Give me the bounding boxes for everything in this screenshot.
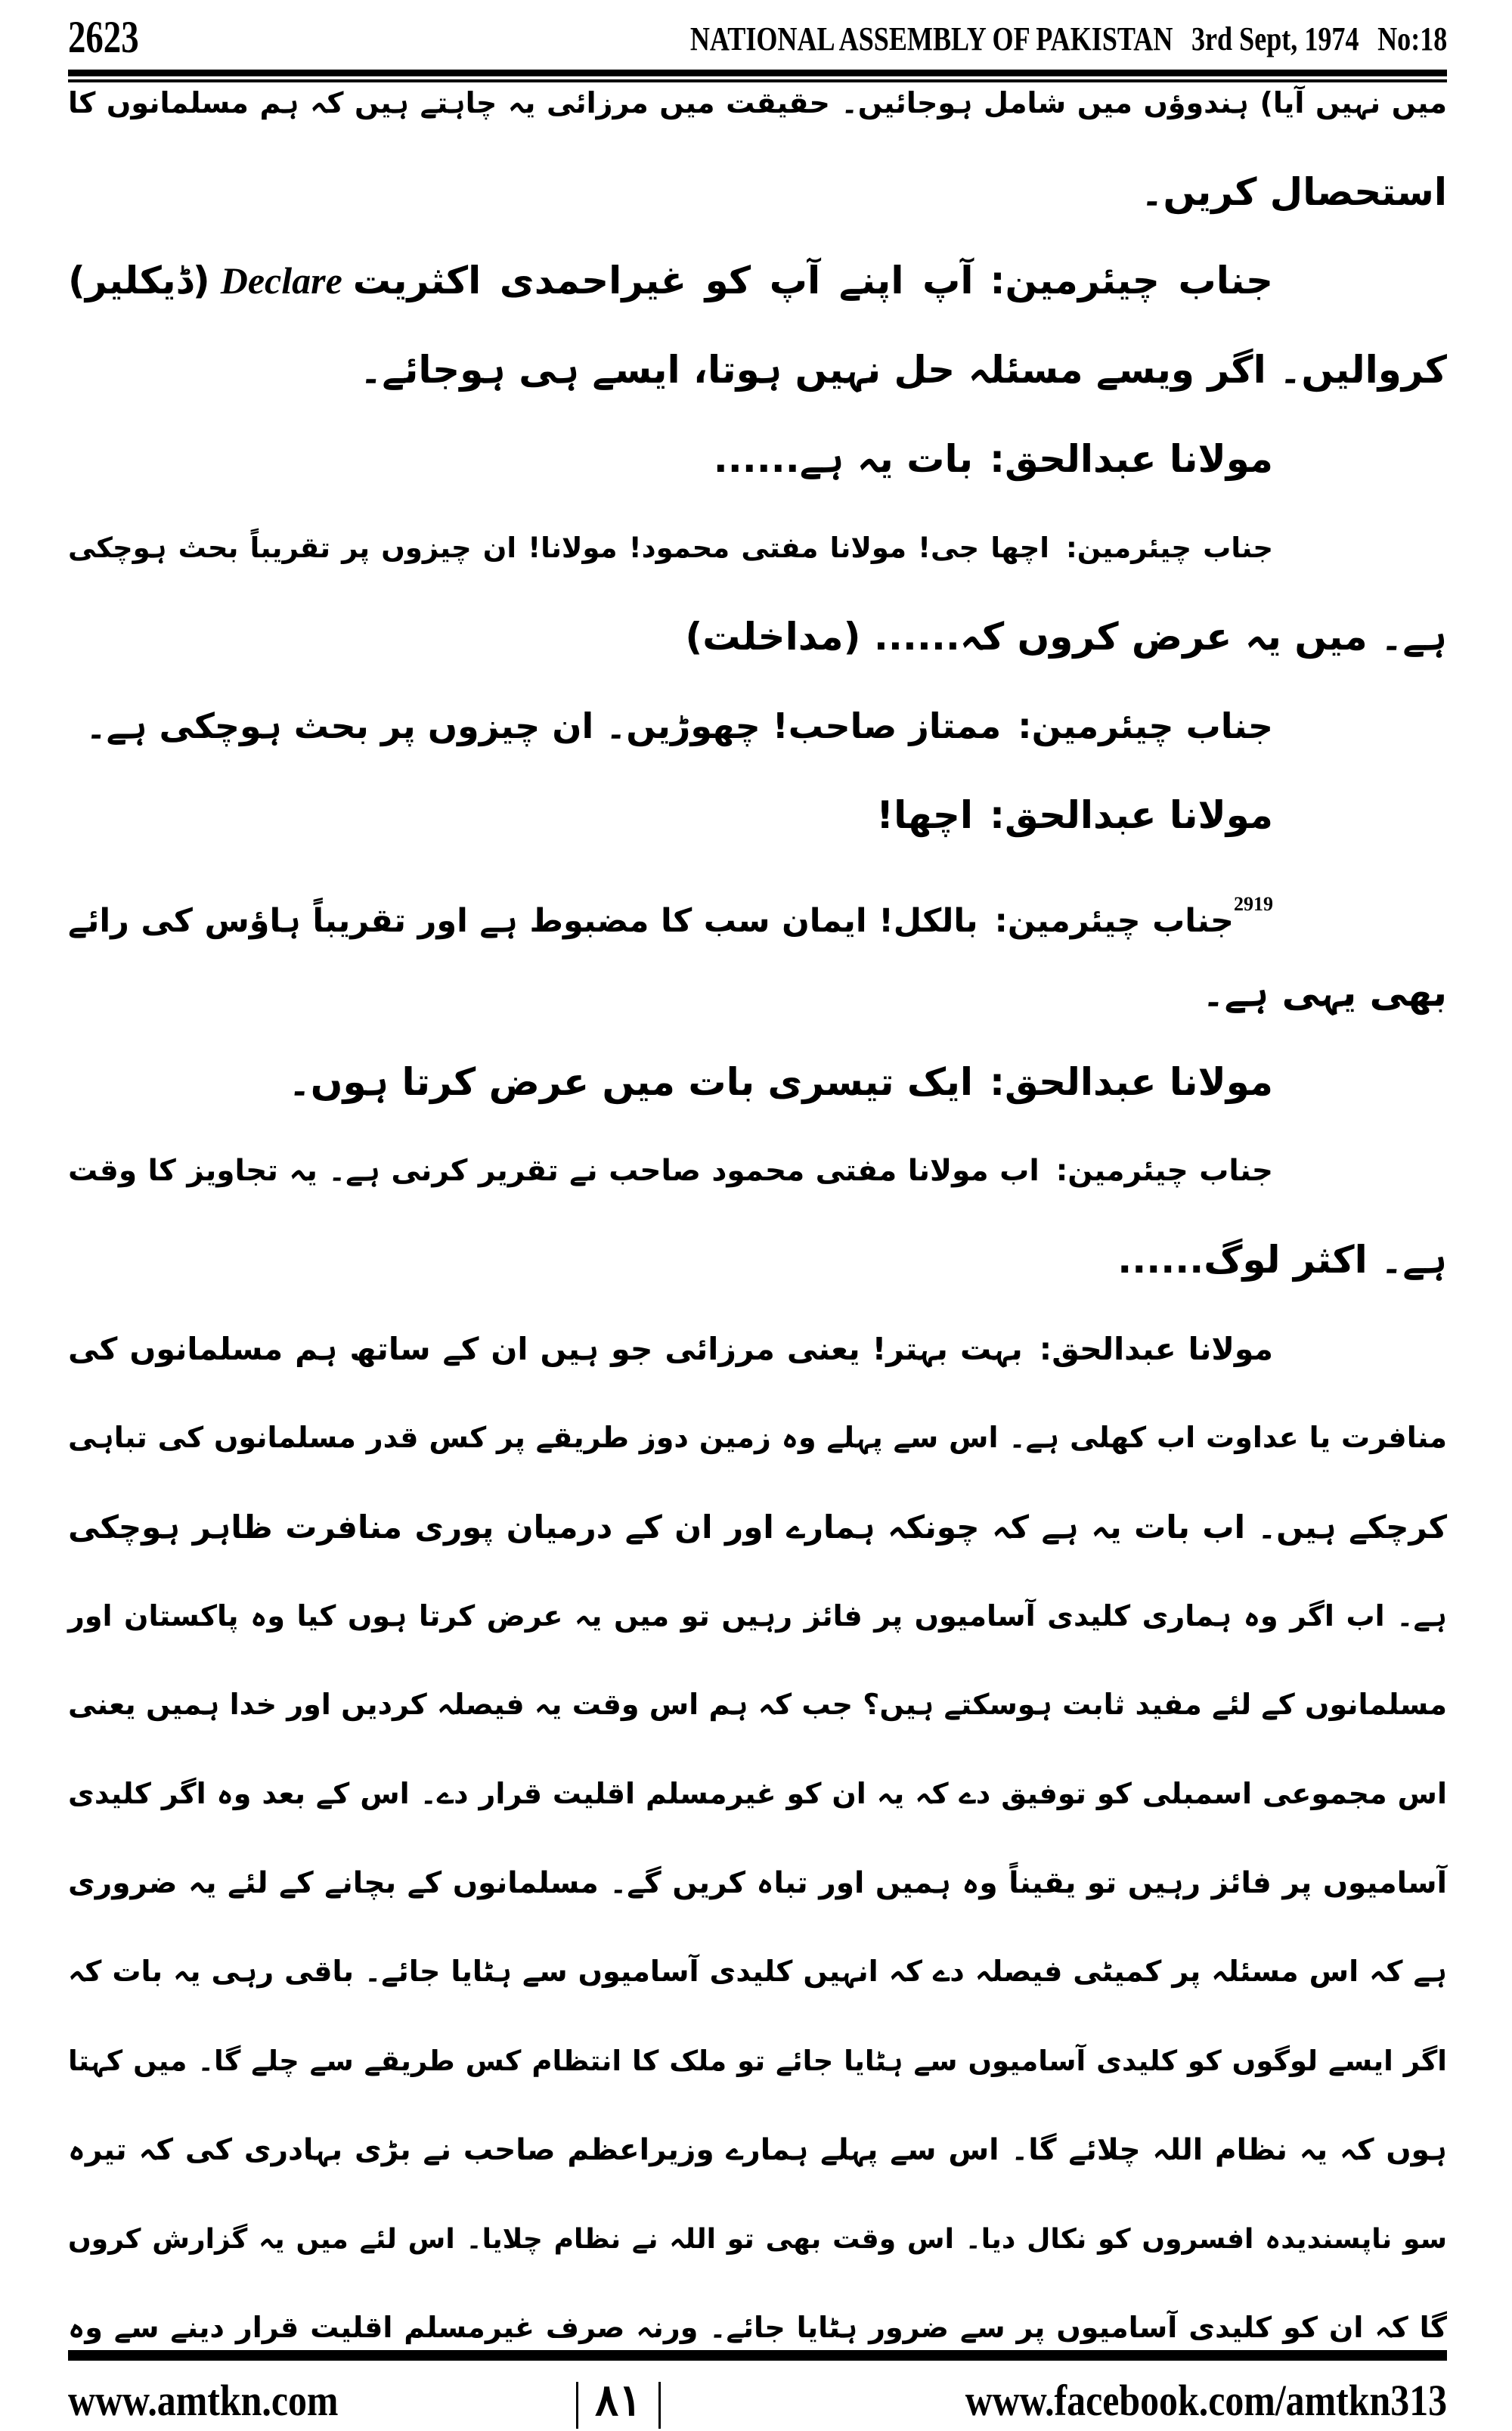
separator	[658, 2382, 661, 2429]
text-line	[68, 1483, 1447, 1572]
text-line	[68, 1750, 1447, 1839]
facebook-link[interactable]: www.facebook.com/amtkn313	[965, 2376, 1447, 2425]
speaker-line	[68, 860, 1447, 949]
line-text: اس مجموعی اسمبلی کو توفیق دے کہ یہ ان کو غیرمسلم اقلیت قرار دے۔ اس کے بعد وہ اگر کلیدی	[68, 1777, 1447, 1811]
speaker-name: جناب چیئرمین:	[994, 902, 1234, 941]
book-page-number	[559, 2371, 677, 2431]
line-text: ہے۔ اب اگر وہ ہماری کلیدی آسامیوں پر فائز رہیں تو میں یہ عرض کرتا ہوں کیا وہ پاکستان اور	[68, 1598, 1447, 1633]
page-footer	[68, 2371, 1447, 2431]
line-text: سو ناپسندیدہ افسروں کو نکال دیا۔ اس وقت بھی تو اللہ نے نظام چلایا۔ اس لئے میں یہ گزارش کروں	[68, 2223, 1447, 2255]
text-line	[68, 2195, 1447, 2284]
line-text: بالکل! ایمان سب کا مضبوط ہے اور تقریباً ہاؤس کی رائے	[68, 902, 978, 941]
line-text: بات یہ ہے......	[713, 436, 974, 481]
website-link[interactable]: www.amtkn.com	[68, 2376, 339, 2425]
line-text: ہے کہ اس مسئلہ پر کمیٹی فیصلہ دے کہ انہیں کلیدی آسامیوں سے ہٹایا جائے۔ باقی رہی یہ بات کہ	[68, 1955, 1447, 1989]
line-text: ایک تیسری بات میں عرض کرتا ہوں۔	[288, 1059, 974, 1104]
speaker-name: جناب چیئرمین:	[1018, 705, 1273, 746]
interruption-note: (مداخلت)	[685, 615, 861, 659]
speaker-line	[68, 1305, 1447, 1394]
text-line	[68, 1660, 1447, 1750]
line-text: ہے۔ میں یہ عرض کروں کہ......	[873, 615, 1447, 659]
transcript-body	[68, 59, 1447, 2373]
footer-rule	[68, 2350, 1447, 2361]
footnote-marker: 2919	[1234, 893, 1273, 916]
line-text: آپ اپنے آپ کو غیراحمدی اکثریت	[352, 259, 974, 303]
speaker-name: مولانا عبدالحق:	[1039, 1330, 1273, 1367]
line-text: اچھا!	[876, 792, 974, 837]
speaker-name: مولانا عبدالحق:	[990, 436, 1273, 481]
speaker-name: جناب چیئرمین:	[1066, 532, 1274, 565]
text-line	[68, 1216, 1447, 1305]
text-line	[68, 1839, 1447, 1928]
header-title	[671, 17, 1447, 62]
line-text: مسلمانوں کے لئے مفید ثابت ہوسکتے ہیں؟ جب کہ ہم اس وقت یہ فیصلہ کردیں اور خدا ہمیں یعنی	[68, 1688, 1447, 1722]
text-line	[68, 2017, 1447, 2106]
speaker-line	[68, 1127, 1447, 1216]
speaker-line	[68, 237, 1447, 326]
page-number: 2623	[68, 12, 139, 62]
line-text: ممتاز صاحب! چھوڑیں۔ ان چیزوں پر بحث ہوچکی ہے۔	[85, 705, 1002, 746]
speaker-name: جناب چیئرمین:	[1055, 1154, 1274, 1189]
line-text: اگر ایسے لوگوں کو کلیدی آسامیوں سے ہٹایا جائے تو ملک کا انتظام کس طریقے سے چلے گا۔ میں کہتا	[68, 2045, 1447, 2078]
speaker-name: جناب چیئرمین:	[990, 259, 1273, 303]
text-line	[68, 1394, 1447, 1483]
line-text: (ڈیکلیر)	[68, 259, 210, 303]
line-text: ہے۔ اکثر لوگ......	[1117, 1237, 1447, 1282]
text-line	[68, 2106, 1447, 2195]
speaker-line	[68, 504, 1447, 593]
line-text: ہوں کہ یہ نظام اللہ چلائے گا۔ اس سے پہلے ہمارے وزیراعظم صاحب نے بڑی بہادری کی کہ تیرہ	[68, 2132, 1447, 2167]
text-line	[68, 593, 1447, 682]
line-text: بھی یہی ہے۔	[1202, 970, 1447, 1015]
separator	[576, 2382, 578, 2429]
line-text: کرچکے ہیں۔ اب بات یہ ہے کہ چونکہ ہمارے اور ان کے درمیان پوری منافرت ظاہر ہوچکی	[68, 1509, 1447, 1546]
session-date: 3rd Sept, 1974	[1191, 20, 1359, 57]
line-text: استحصال کریں۔	[1141, 169, 1447, 214]
speaker-line	[68, 682, 1447, 771]
line-text: کروالیں۔ اگر ویسے مسئلہ حل نہیں ہوتا، ایسے ہی ہوجائے۔	[360, 348, 1447, 392]
line-text: گا کہ ان کو کلیدی آسامیوں پر سے ضرور ہٹایا جائے۔ ورنہ صرف غیرمسلم اقلیت قرار دینے سے وہ	[68, 2311, 1447, 2345]
text-line	[68, 949, 1447, 1038]
publication-name: NATIONAL ASSEMBLY OF PAKISTAN	[689, 20, 1173, 57]
issue-number: No:18	[1377, 20, 1447, 57]
line-text: منافرت یا عداوت اب کھلی ہے۔ اس سے پہلے وہ زمین دوز طریقے پر کس قدر مسلمانوں کی تباہی	[68, 1421, 1447, 1455]
speaker-line	[68, 1038, 1447, 1127]
speaker-line	[68, 771, 1447, 860]
english-term: Declare	[220, 259, 342, 302]
speaker-name: مولانا عبدالحق:	[990, 792, 1273, 837]
speaker-line	[68, 415, 1447, 504]
text-line	[68, 326, 1447, 415]
speaker-name: مولانا عبدالحق:	[990, 1059, 1273, 1104]
text-line	[68, 1927, 1447, 2017]
book-page-value: ۸۱	[595, 2376, 643, 2425]
text-line	[68, 59, 1447, 148]
page-header	[68, 11, 1447, 64]
line-text: اچھا جی! مولانا مفتی محمود! مولانا! ان چیزوں پر تقریباً بحث ہوچکی	[68, 532, 1049, 565]
text-line	[68, 148, 1447, 237]
line-text: میں نہیں آیا) ہندوؤں میں شامل ہوجائیں۔ حقیقت میں مرزائی یہ چاہتے ہیں کہ ہم مسلمانوں کا	[68, 86, 1447, 119]
line-text: اب مولانا مفتی محمود صاحب نے تقریر کرنی ہے۔ یہ تجاویز کا وقت	[68, 1154, 1040, 1189]
line-text: آسامیوں پر فائز رہیں تو یقیناً وہ ہمیں اور تباہ کریں گے۔ مسلمانوں کے بچانے کے لئے یہ ضروری	[68, 1865, 1447, 1900]
text-line	[68, 1572, 1447, 1661]
line-text: بہت بہتر! یعنی مرزائی جو ہیں ان کے ساتھ ہم مسلمانوں کی	[68, 1330, 1023, 1367]
